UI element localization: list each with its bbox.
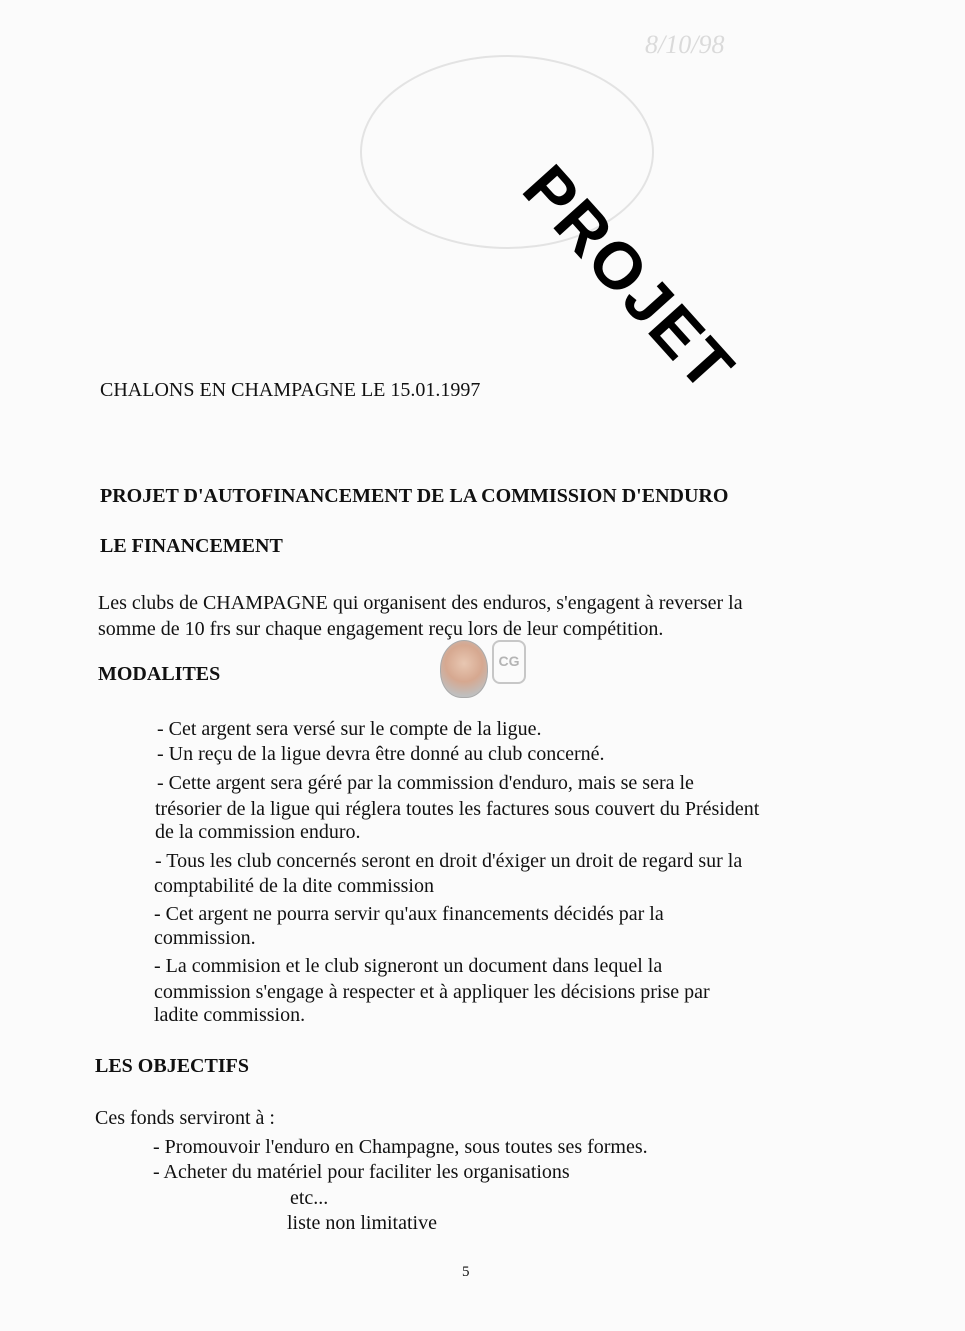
logo-icon: CG	[492, 640, 526, 684]
section-objectifs-heading: LES OBJECTIFS	[95, 1055, 249, 1077]
objectif-line-4: liste non limitative	[287, 1212, 437, 1234]
modalite-line-6: - Tous les club concernés seront en droit d'éxiger un droit de regard sur la	[155, 850, 743, 872]
objectif-line-1: - Promouvoir l'enduro en Champagne, sous toutes ses formes.	[153, 1136, 648, 1158]
document-title: PROJET D'AUTOFINANCEMENT DE LA COMMISSION D'ENDURO	[100, 485, 729, 507]
modalite-line-7: comptabilité de la dite commission	[154, 875, 434, 897]
objectif-line-2: - Acheter du matériel pour faciliter les organisations	[153, 1161, 570, 1183]
financement-line-2: somme de 10 frs sur chaque engagement reçu lors de leur compétition.	[98, 618, 664, 640]
section-financement-heading: LE FINANCEMENT	[100, 535, 283, 557]
objectif-line-3: etc...	[290, 1187, 329, 1209]
modalite-line-4: trésorier de la ligue qui réglera toutes les factures sous couvert du Président	[155, 798, 760, 820]
modalite-line-5: de la commission enduro.	[155, 821, 361, 843]
financement-line-1: Les clubs de CHAMPAGNE qui organisent des enduros, s'engagent à reverser la	[98, 592, 743, 614]
modalite-line-12: ladite commission.	[154, 1004, 306, 1026]
portrait-photo	[440, 640, 488, 698]
section-modalites-heading: MODALITES	[98, 663, 221, 685]
objectifs-intro: Ces fonds serviront à :	[95, 1107, 275, 1129]
date-line: CHALONS EN CHAMPAGNE LE 15.01.1997	[100, 379, 481, 401]
modalite-line-8: - Cet argent ne pourra servir qu'aux financements décidés par la	[154, 903, 664, 925]
modalite-line-3: - Cette argent sera géré par la commission d'enduro, mais se sera le	[157, 772, 694, 794]
modalite-line-1: - Cet argent sera versé sur le compte de la ligue.	[157, 718, 542, 740]
faint-handwritten-note: 8/10/98	[645, 30, 725, 59]
modalite-line-9: commission.	[154, 927, 256, 949]
modalite-line-10: - La commision et le club signeront un document dans lequel la	[154, 955, 663, 977]
modalite-line-2: - Un reçu de la ligue devra être donné au club concerné.	[157, 743, 605, 765]
projet-stamp: PROJET	[509, 150, 749, 406]
page-number: 5	[462, 1264, 470, 1280]
modalite-line-11: commission s'engage à respecter et à appliquer les décisions prise par	[154, 981, 710, 1003]
